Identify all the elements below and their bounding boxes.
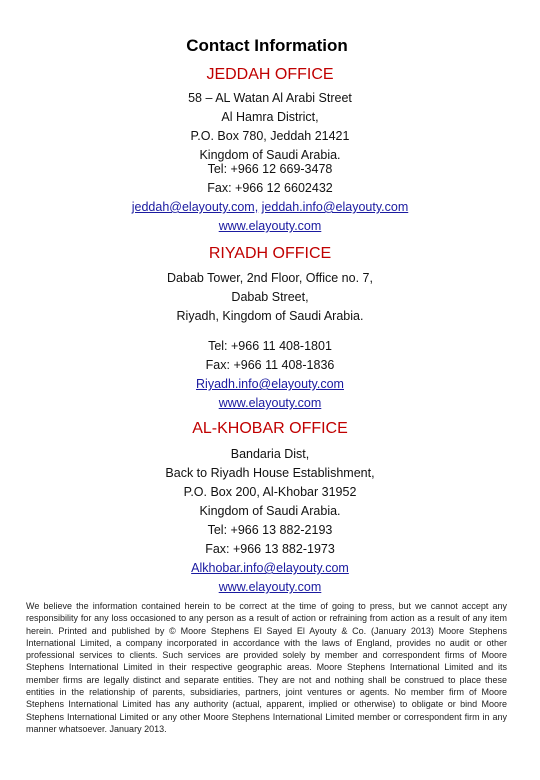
riyadh-address-line: Riyadh, Kingdom of Saudi Arabia. [176,309,364,323]
khobar-address-line: Kingdom of Saudi Arabia. [199,504,341,518]
khobar-address [0,445,540,521]
riyadh-tel: Tel: +966 11 408-1801 [208,339,332,353]
jeddah-address-line: Kingdom of Saudi Arabia. [199,148,341,162]
disclaimer-text: We believe the information contained herein to be correct at the time of going to press, but we cannot accept any responsibility for any loss occasioned to any person as a result of action or refraining from action as a result of any item herein. Printed and published by © Moore Stephens El Sayed El Ayouty & Co. (January 2013) Moore Stephens International Limited, a company incorporated in accordance with the laws of England, provides no audit or other professional services to clients. Such services are provided solely by member and correspondent firms of Moore Stephens International Limited in their respective geographic areas. Moore Stephens International Limited and its member firms are legally distinct and separate entities. They are not and nothing shall be construed to place these entities in the relationship of parents, subsidiaries, partners, joint ventures or agents. No member firm of Moore Stephens International Limited has any authority (actual, apparent, implied or otherwise) to obligate or bind Moore Stephens International Limited or any other Moore Stephens International Limited member or correspondent firm in any manner whatsoever. January 2013. [26,601,507,734]
jeddah-email-link[interactable]: jeddah@elayouty.com, [131,200,259,214]
jeddah-emails [0,198,540,217]
riyadh-fax: Fax: +966 11 408-1836 [205,358,335,372]
khobar-address-line: Back to Riyadh House Establishment, [165,466,375,480]
jeddah-address-line: P.O. Box 780, Jeddah 21421 [190,129,350,143]
jeddah-fax: Fax: +966 12 6602432 [207,181,333,195]
riyadh-office-heading: RIYADH OFFICE [208,245,332,262]
riyadh-address-line: Dabab Tower, 2nd Floor, Office no. 7, [167,271,373,285]
jeddah-contact [0,160,540,236]
khobar-fax: Fax: +966 13 882-1973 [205,542,335,556]
jeddah-website-link[interactable]: www.elayouty.com [218,219,322,233]
jeddah-address [0,89,540,165]
khobar-contact [0,521,540,597]
riyadh-contact [0,337,540,413]
riyadh-website-link[interactable]: www.elayouty.com [218,396,322,410]
jeddah-address-line: 58 – AL Watan Al Arabi Street [188,91,352,105]
page-title: Contact Information [186,36,348,55]
jeddah-info-email-link[interactable]: jeddah.info@elayouty.com [261,200,409,214]
riyadh-email-link[interactable]: Riyadh.info@elayouty.com [196,377,344,391]
jeddah-office-heading: JEDDAH OFFICE [206,66,334,83]
riyadh-address [0,269,540,326]
khobar-email-link[interactable]: Alkhobar.info@elayouty.com [191,561,349,575]
jeddah-address-line: Al Hamra District, [221,110,319,124]
khobar-website-link[interactable]: www.elayouty.com [218,580,322,594]
khobar-office-heading: AL-KHOBAR OFFICE [192,420,348,437]
khobar-address-line: Bandaria Dist, [230,447,310,461]
jeddah-tel: Tel: +966 12 669-3478 [207,162,333,176]
khobar-address-line: P.O. Box 200, Al-Khobar 31952 [183,485,357,499]
riyadh-address-line: Dabab Street, [231,290,309,304]
khobar-tel: Tel: +966 13 882-2193 [207,523,333,537]
